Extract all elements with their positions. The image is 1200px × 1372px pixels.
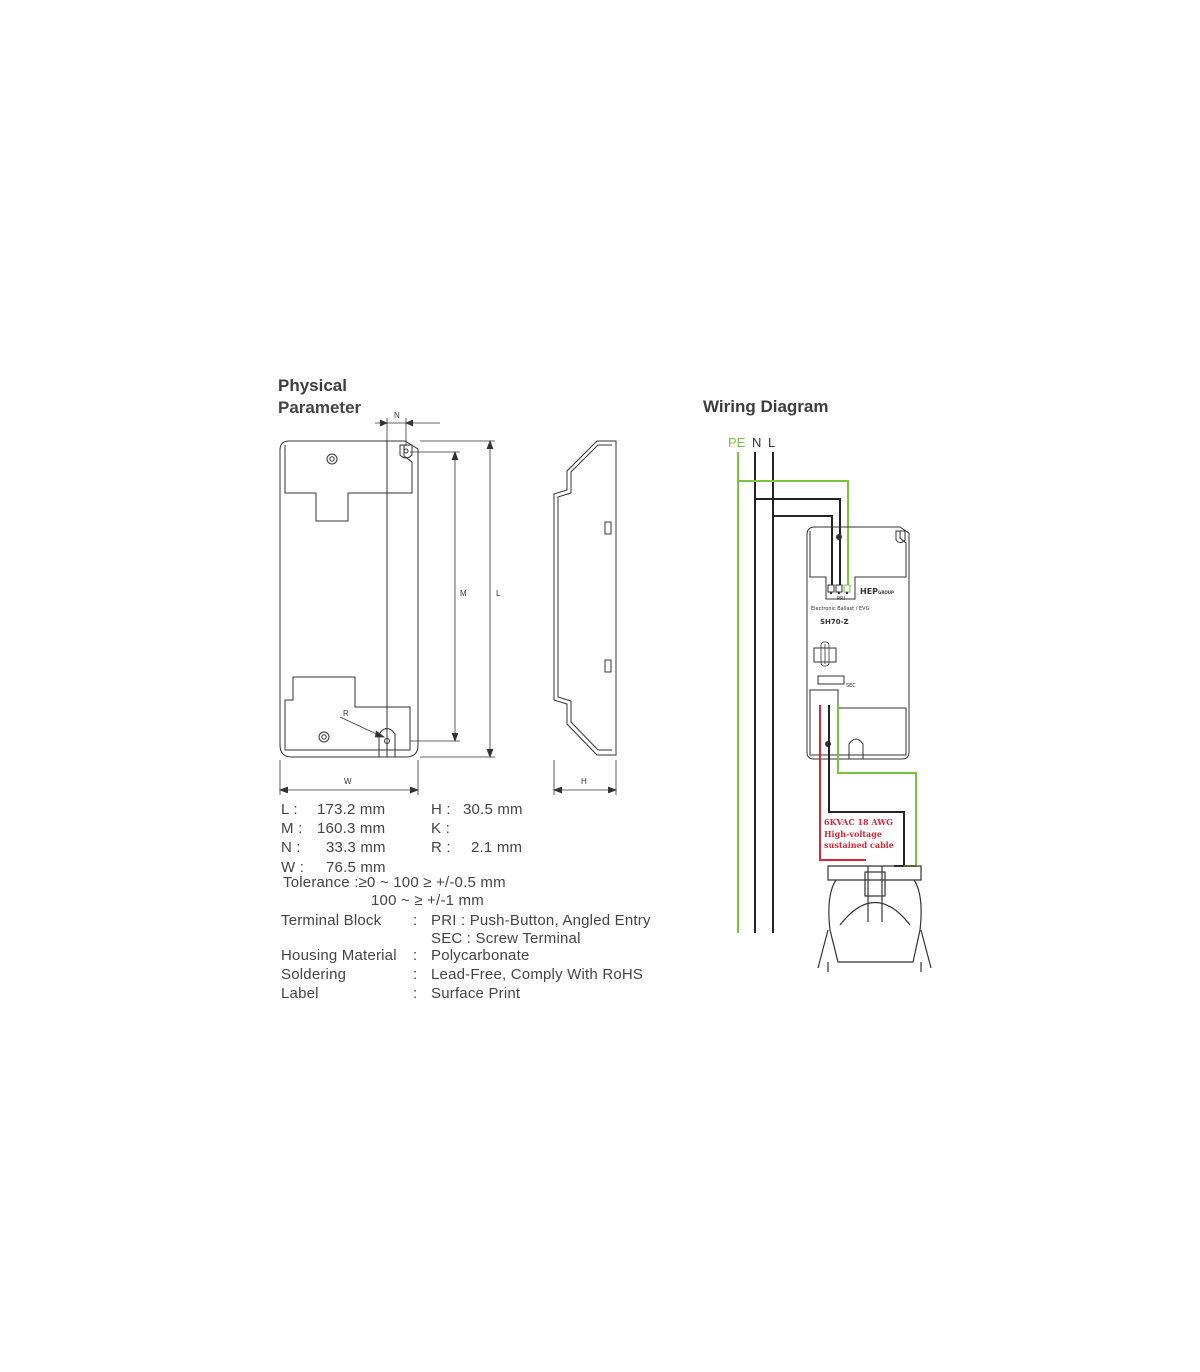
prop-terminal-block-value: PRI : Push-Button, Angled Entry [431,912,651,929]
prop-soldering-label: Soldering [281,966,347,983]
spec-n-value: 33.3 mm [326,839,386,856]
prop-housing-value: Polycarbonate [431,947,530,964]
physical-subtitle: Parameter [278,398,362,417]
dim-label-r: R [343,709,349,718]
spec-tolerance-line2: 100 ~ ≥ +/-1 mm [371,892,484,909]
wire-label-l: L [768,435,776,450]
spec-r-label: R : [431,839,451,856]
ballast-model: SH70-Z [820,618,849,626]
ballast-pri-label: PRI [837,596,845,602]
spec-h-value: 30.5 mm [463,801,523,818]
spec-tolerance-line1: Tolerance :≥0 ~ 100 ≥ +/-0.5 mm [283,874,506,891]
dim-label-m: M [460,589,467,598]
dimension-lines [280,418,616,795]
dim-label-n: N [394,411,400,420]
front-view-outline [280,441,418,757]
prop-housing-sep: : [413,947,418,964]
prop-soldering-value: Lead-Free, Comply With RoHS [431,966,644,983]
prop-soldering-sep: : [413,966,418,983]
prop-terminal-block-sep: : [413,912,418,929]
spec-r-value: 2.1 mm [471,839,523,856]
ballast-body [807,527,909,759]
spec-l-label: L : [281,801,298,818]
cable-note-line1: 6KVAC 18 AWG [824,817,894,827]
prop-terminal-block-label: Terminal Block [281,912,382,929]
ballast-brand-name: HEP [860,587,879,596]
prop-label-value: Surface Print [431,985,521,1002]
wire-label-pe: PE [728,435,746,450]
spec-n-label: N : [281,839,301,856]
dim-label-h: H [581,777,587,786]
prop-label-sep: : [413,985,418,1002]
spec-w-label: W : [281,859,305,876]
spec-w-value: 76.5 mm [326,859,386,876]
dim-label-l: L [496,589,501,598]
cable-note-line3: sustained cable [824,840,894,850]
cable-note-line2: High-voltage [824,829,882,839]
side-view-outline [554,441,616,755]
prop-sec-value: SEC : Screw Terminal [431,930,581,947]
wiring-title: Wiring Diagram [703,397,829,416]
wire-label-n: N [752,435,762,450]
spec-h-label: H : [431,801,451,818]
spec-k-label: K : [431,820,450,837]
ballast-brand [860,587,894,596]
prop-label-label: Label [281,985,319,1002]
ballast-sec-label: SEC [846,683,856,689]
spec-m-value: 160.3 mm [317,820,386,837]
physical-title: Physical [278,376,347,395]
ballast-product-type: Electronic Ballast / EVG [811,606,870,612]
ballast-brand-group: GROUP [878,590,894,595]
dim-label-w: W [344,777,352,786]
lamp-fixture [818,866,931,972]
spec-m-label: M : [281,820,303,837]
prop-housing-label: Housing Material [281,947,397,964]
spec-l-value: 173.2 mm [317,801,386,818]
